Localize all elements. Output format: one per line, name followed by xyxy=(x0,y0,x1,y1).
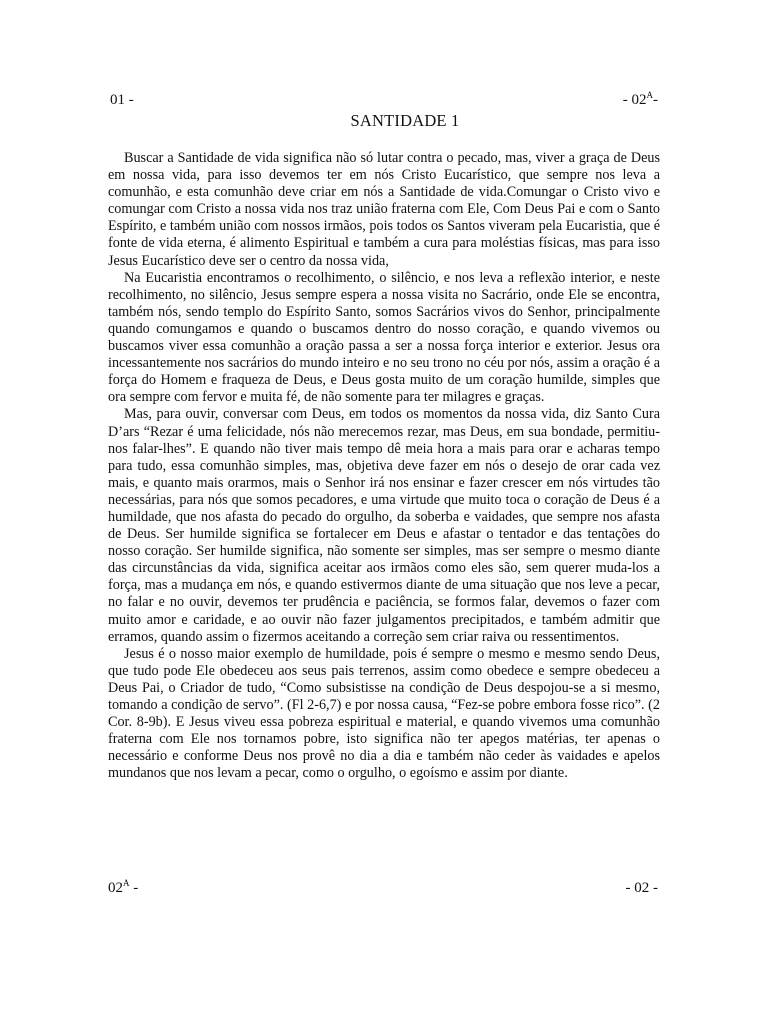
footer-page-number-right: - 02 - xyxy=(625,880,658,896)
header-page-number-right xyxy=(623,92,658,109)
header-right-suffix: - xyxy=(653,92,658,108)
document-body xyxy=(108,150,660,782)
footer-left-prefix: 02 xyxy=(108,880,123,896)
footer-left-suffix: - xyxy=(129,880,139,896)
document-title: SANTIDADE 1 xyxy=(350,111,460,130)
paragraph-1: Buscar a Santidade de vida significa não só lutar contra o pecado, mas, viver a graça de Deus em nossa vida, para isso devemos ter em nós Cristo Eucarístico, que sempre nos leva a comunhão, e esta comunhão deve criar em nós a Santidade de vida.Comungar o Cristo vivo e comungar com Cristo a nossa vida nos traz união fraterna com Ele, Com Deus Pai e com o Santo Espírito, e também união com nossos irmãos, pois todos os Santos viveram pela Eucaristia, que é fonte de vida eterna, é alimento Espiritual e também a cura para moléstias físicas, mas para isso Jesus Eucarístico deve ser o centro da nossa vida, xyxy=(108,150,660,269)
paragraph-3: Mas, para ouvir, conversar com Deus, em todos os momentos da nossa vida, diz Santo Cura D’ars “Rezar é uma felicidade, nós não merecemos rezar, mas Deus, em sua bondade, permitiu-nos falar-lhes”. E quando não tiver mais tempo dê meia hora a mais para orar e acharas tempo para tudo, essa comunhão simples, mas, objetiva deve fazer em nós o desejo de orar cada vez mais, e quanto mais orarmos, mais o Senhor irá nos ensinar e fazer crescer em nós virtudes tão necessárias, para nós que somos pecadores, e uma virtude que muito toca o coração de Deus é a humildade, que nos afasta do pecado do orgulho, da soberba e vaidades, que sempre nos afasta de Deus. Ser humilde significa se fortalecer em Deus e afastar o tentador e das tentações do nosso coração. Ser humilde significa, não somente ser simples, mas ser sempre o mesmo diante das circunstâncias da vida, significa aceitar aos irmãos como eles são, sem querer muda-los a força, mas a mudança em nós, e quando estivermos diante de uma situação que nos leve a pecar, no falar e no ouvir, devemos ter prudência e paciência, se formos falar, devemos o fazer com muito amor e caridade, e ao ouvir não fazer julgamentos precipitados, e também admitir que erramos, quando assim o fizermos aceitando a correção sem criar raiva ou ressentimentos. xyxy=(108,406,660,645)
footer-page-number-left xyxy=(108,880,138,897)
header-page-number-left: 01 - xyxy=(110,92,134,108)
paragraph-4: Jesus é o nosso maior exemplo de humildade, pois é sempre o mesmo e mesmo sendo Deus, que tudo pode Ele obedeceu aos seus pais terrenos, assim como obedece e sempre obedeceu a Deus Pai, o Criador de tudo, “Como subsistisse na condição de Deus despojou-se a si mesmo, tomando a condição de servo”. (Fl 2-6,7) e por nossa causa, “Fez-se pobre embora fosse rico”. (2 Cor. 8-9b). E Jesus viveu essa pobreza espiritual e material, e quando vivemos uma comunhão fraterna com Ele nos tornamos pobre, isto significa não ter apegos matérias, ter apenas o necessário e conforme Deus nos provê no dia a dia e também não ceder às vaidades e apelos mundanos que nos levam a pecar, como o orgulho, o egoísmo e assim por diante. xyxy=(108,645,660,782)
header-right-superscript: A xyxy=(646,90,653,100)
paragraph-2: Na Eucaristia encontramos o recolhimento, o silêncio, e nos leva a reflexão interior, e neste recolhimento, no silêncio, Jesus sempre espera a nossa visita no Sacrário, onde Ele se encontra, também nós, sendo templo do Espírito Santo, somos Sacrários vivos do Senhor, principalmente quando comungamos e quando o buscamos dentro do nosso coração, e quando vivemos ou buscamos viver essa comunhão a oração passa a ser a nossa força interior e exterior. Jesus ora incessantemente nos sacrários do mundo inteiro e no seu trono no céu por nós, assim a oração é a força do Homem e fraqueza de Deus, e Deus gosta muito de um coração humilde, simples que ora sempre com fervor e muita fé, de não somente para ter milagres e graças. xyxy=(108,269,660,406)
header-right-prefix: - 02 xyxy=(622,92,647,108)
footer-left-superscript: A xyxy=(123,878,130,888)
